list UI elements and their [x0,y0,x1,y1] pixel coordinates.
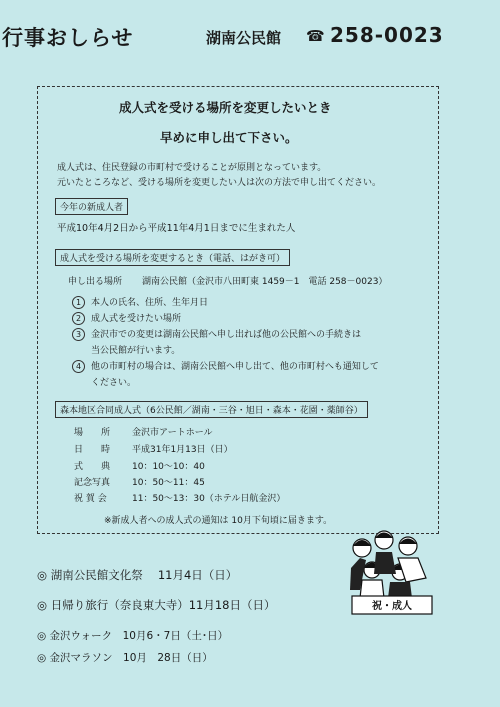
schedule-row: 式 典 10：10～10：40 [74,462,205,472]
phone-icon: ☎ [306,27,325,45]
new-adults-text: 平成10年4月2日から平成11年4月1日までに生まれた人 [57,223,296,234]
item-number: 4 [72,360,85,373]
event-item: ◎ 日帰り旅行（奈良東大寺）11月18日（日） [37,598,276,612]
item-number: 3 [72,328,85,341]
apply-place-label: 申し出る場所 [68,277,123,287]
event-item: ◎ 金沢ウォーク 10月6・7日（土･日） [37,630,229,642]
list-item-continuation: ください。 [91,378,137,388]
illustration-caption: 祝・成人 [372,601,412,612]
notice-subheading: 早めに申し出て下さい。 [160,130,298,145]
list-item: 3 金沢市での変更は湖南公民館へ申し出れば他の公民館への手続きは [72,327,361,341]
event-item: ◎ 金沢マラソン 10月 28日（日） [37,652,213,664]
phone-number: 258-0023 [330,23,444,47]
list-item: 4 他の市町村の場合は、湖南公民館へ申し出て、他の市町村へも通知して [72,359,379,373]
schedule-row: 記念写真 10：50～11：45 [74,478,205,488]
intro-line-2: 元いたところなど、受ける場所を変更したい人は次の方法で申し出てください。 [57,178,382,188]
schedule-row: 祝 賀 会 11：50～13：30（ホテル日航金沢） [74,494,286,504]
celebration-illustration [346,528,436,616]
item-number: 1 [72,296,85,309]
hall-name: 湖南公民館 [206,29,282,47]
intro-line-1: 成人式は、住民登録の市町村で受けることが原則となっています。 [57,163,327,173]
notice-heading: 成人式を受ける場所を変更したいとき [119,100,332,115]
change-venue-label: 成人式を受ける場所を変更するとき（電話、はがき可） [55,249,290,266]
schedule-row: 場 所 金沢市アートホール [74,428,213,438]
new-adults-label: 今年の新成人者 [55,198,128,215]
item-number: 2 [72,312,85,325]
apply-place-value: 湖南公民館（金沢市八田町東 1459－1 電話 258－0023） [142,277,388,287]
list-item: 1 本人の氏名、住所、生年月日 [72,295,208,309]
list-item-continuation: 当公民館が行います。 [91,346,181,356]
footnote: ※新成人者への成人式の通知は 10月下旬頃に届きます。 [104,516,333,526]
event-item: ◎ 湖南公民館文化祭 11月4日（日） [37,568,238,582]
schedule-row: 日 時 平成31年1月13日（日） [74,445,233,455]
page-title: 行事おしらせ [2,26,134,50]
list-item: 2 成人式を受けたい場所 [72,311,181,325]
ceremony-label: 森本地区合同成人式（6公民館／湖南・三谷・旭日・森本・花園・薬師谷） [55,401,368,418]
